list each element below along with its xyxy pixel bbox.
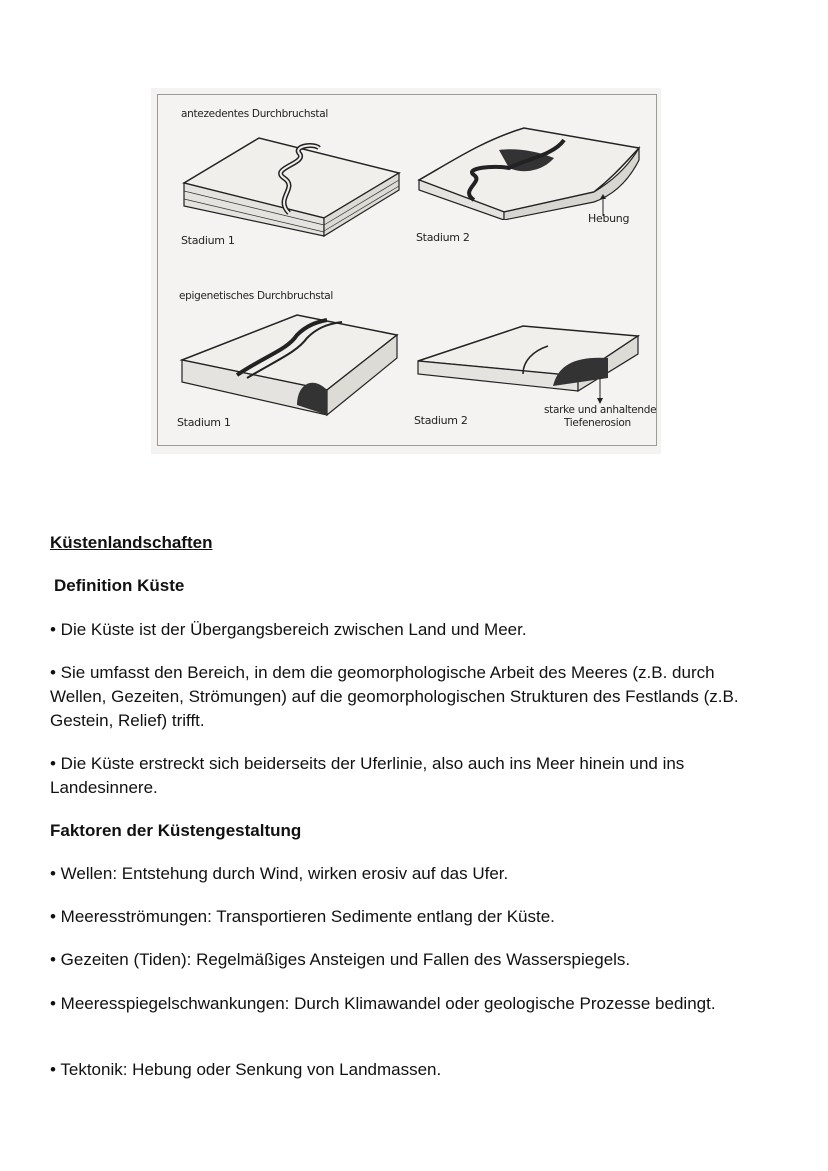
epigenetisch-stage2-label: Stadium 2 [414,414,468,427]
section-title: Küstenlandschaften [50,533,213,552]
definition-bullet: • Die Küste ist der Übergangsbereich zwischen Land und Meer. [50,620,527,639]
tiefenerosion-label-line1: starke und anhaltende [544,404,657,416]
tiefenerosion-arrow-icon [596,378,604,404]
antezedent-stage2-diagram [414,120,644,220]
epigenetisch-stage2-diagram [413,316,643,406]
definition-bullet: • Sie umfasst den Bereich, in dem die geomorphologische Arbeit des Meeres (z.B. durch Wellen, Gezeiten, Strömungen) auf die geomorphologischen Strukturen des Festlands (z.B. Gestein, Relief) trifft. [50,663,739,730]
factor-bullet: • Wellen: Entstehung durch Wind, wirken erosiv auf das Ufer. [50,864,509,883]
factor-bullet: • Gezeiten (Tiden): Regelmäßiges Ansteigen und Fallen des Wasserspiegels. [50,950,631,969]
antezedent-stage1-label: Stadium 1 [181,234,235,247]
hebung-label: Hebung [588,212,630,225]
factor-bullet: • Meeresspiegelschwankungen: Durch Klimawandel oder geologische Prozesse bedingt. [50,994,716,1013]
antezedent-stage1-diagram [179,128,404,238]
tiefenerosion-label-line2: Tiefenerosion [564,417,631,429]
epigenetisch-stage1-diagram [177,310,402,418]
durchbruchstal-figure [151,88,661,454]
epigenetisch-title: epigenetisches Durchbruchstal [179,290,334,302]
epigenetisch-stage1-label: Stadium 1 [177,416,231,429]
factor-bullet: • Meeresströmungen: Transportieren Sedimente entlang der Küste. [50,907,555,926]
factors-heading: Faktoren der Küstengestaltung [50,821,302,840]
antezedent-stage2-label: Stadium 2 [416,231,470,244]
factor-bullet: • Tektonik: Hebung oder Senkung von Landmassen. [50,1060,442,1079]
definition-bullet: • Die Küste erstreckt sich beiderseits der Uferlinie, also auch ins Meer hinein und ins Landesinnere. [50,754,685,797]
antezedent-title: antezedentes Durchbruchstal [181,108,328,120]
definition-heading: Definition Küste [54,576,185,595]
